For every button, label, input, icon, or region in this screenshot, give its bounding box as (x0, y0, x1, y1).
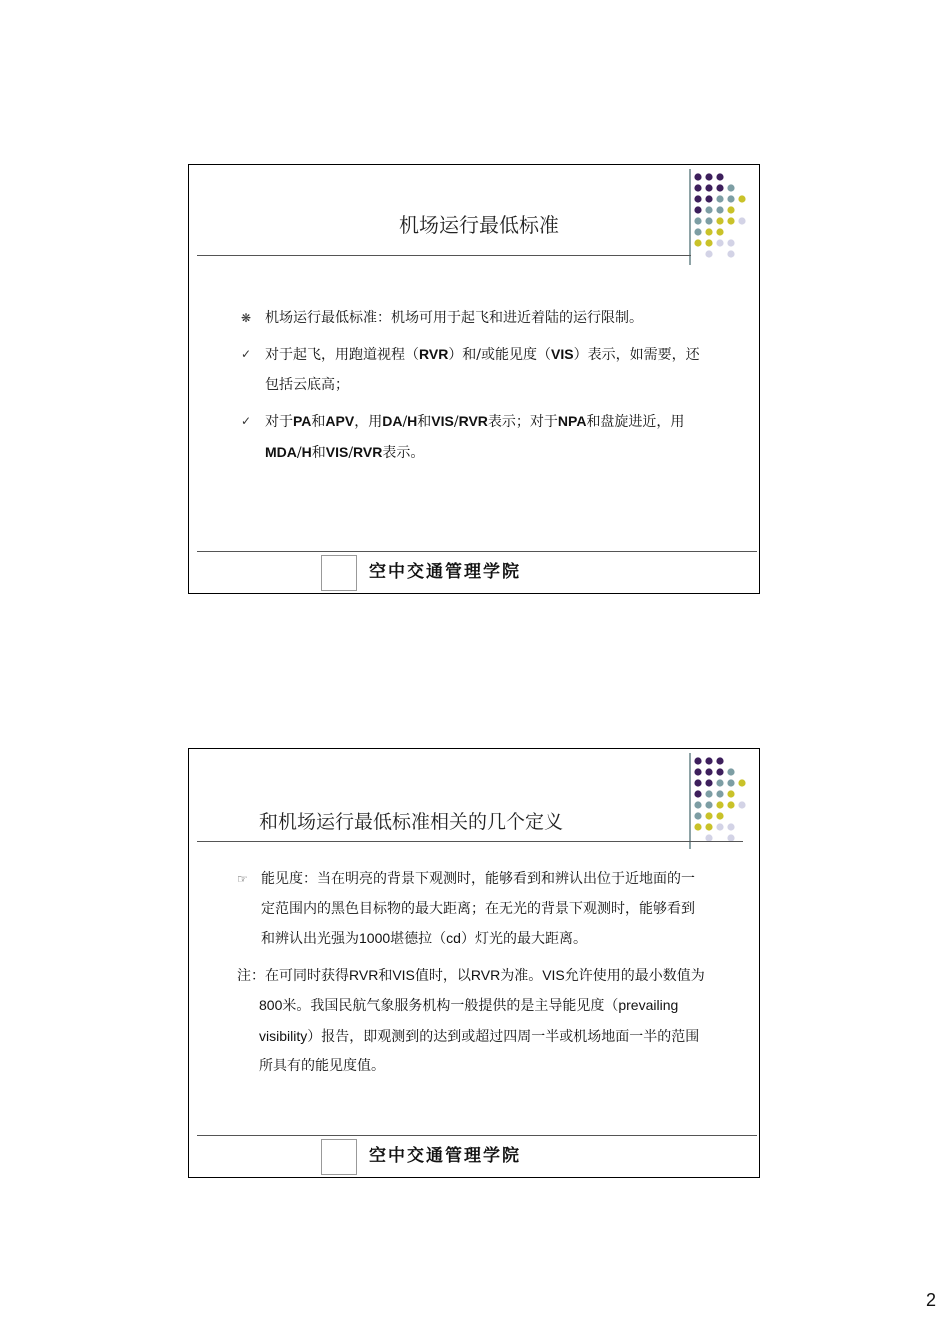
text-run: VIS (542, 966, 565, 983)
text-run: ）和/或能见度（ (448, 347, 552, 363)
decor-dot (705, 184, 712, 191)
slide-1 (188, 164, 760, 594)
text-run: ）表示，如需要，还包括云底高； (265, 347, 700, 393)
decor-dot (705, 823, 712, 830)
decor-dot (705, 195, 712, 202)
decor-dot (705, 757, 712, 764)
text-run: ）灯光的最大距离。 (460, 931, 587, 947)
bullet-text (265, 310, 643, 326)
text-run: 800 (259, 997, 283, 1013)
decor-dot (694, 757, 701, 764)
text-run: 对于 (265, 414, 293, 430)
text-run: 和盘旋进近，用 (586, 414, 685, 430)
decor-dot (694, 184, 701, 191)
text-run: 允许使用的最小数值为 (564, 967, 705, 984)
decor-dot (694, 768, 701, 775)
footer-divider (197, 551, 757, 552)
bullet-text (265, 414, 684, 461)
slide-body (237, 865, 707, 1082)
decor-dot (727, 801, 734, 808)
decor-dot (738, 779, 745, 786)
text-run: VIS (392, 966, 415, 983)
decor-dot (694, 239, 701, 246)
text-run: RVR (419, 346, 449, 362)
text-run: RVR (458, 413, 488, 429)
decor-dot (694, 790, 701, 797)
decor-dot (694, 823, 701, 830)
check-bullet-icon: ✓ (241, 414, 252, 428)
pointing-hand-bullet-icon: ☞ (237, 872, 248, 886)
text-run: 和 (378, 967, 393, 984)
page-number: 2 (926, 1290, 937, 1310)
decor-dot (716, 184, 723, 191)
decor-dot (727, 250, 734, 257)
asterisk-bullet-icon: ❋ (241, 311, 252, 325)
title-divider (197, 255, 691, 256)
text-run: 机场运行最低标准：机场可用于起飞和进近着陆的运行限制。 (265, 310, 643, 326)
decor-dot (716, 768, 723, 775)
bullet-item (241, 406, 701, 468)
text-run: DA (382, 413, 403, 429)
text-run: 和 (311, 414, 326, 430)
decor-dot (694, 195, 701, 202)
slide-body (241, 303, 701, 468)
logo-placeholder (321, 1139, 357, 1175)
decor-dot (694, 173, 701, 180)
decor-dot (727, 184, 734, 191)
text-run: H (301, 444, 312, 460)
footer-institution: 空中交通管理学院 (369, 1146, 521, 1166)
text-run: 表示。 (382, 445, 425, 461)
text-run: ）报告，即观测到的达到或超过四周一半或机场地面一半的范围所具有的能见度值。 (259, 1028, 700, 1074)
decor-dot (705, 768, 712, 775)
decor-dot (727, 779, 734, 786)
text-run: 表示；对于 (487, 414, 558, 430)
text-run: / (453, 414, 459, 430)
decor-dot-grid (691, 755, 761, 850)
bullet-text (265, 347, 700, 393)
text-run: cd (446, 930, 461, 946)
text-run: ，用 (354, 414, 383, 430)
text-run: 注：在可同时获得 (237, 967, 349, 984)
definition-text (261, 871, 695, 947)
text-run: prevailing visibility (259, 997, 679, 1044)
decor-dot (705, 173, 712, 180)
text-run: 值时，以 (414, 967, 471, 984)
text-run: RVR (349, 966, 379, 983)
decor-dot (694, 812, 701, 819)
decor-dot (705, 239, 712, 246)
text-run: RVR (353, 444, 383, 460)
slide-2 (188, 748, 760, 1178)
title-divider (197, 841, 743, 842)
text-run: NPA (557, 413, 587, 429)
text-run: 对于起飞，用跑道视程（ (265, 347, 419, 363)
decor-dot (727, 239, 734, 246)
decor-dot (705, 812, 712, 819)
text-run: / (296, 445, 302, 461)
decor-dot (727, 790, 734, 797)
bullet-item (241, 339, 701, 400)
note-paragraph (237, 961, 707, 1082)
decor-dot (738, 801, 745, 808)
text-run: 堪德拉（ (390, 931, 447, 947)
decor-dot (716, 195, 723, 202)
decor-dot (705, 250, 712, 257)
decor-dot (738, 195, 745, 202)
text-run: 能见度：当在明亮的背景下观测时，能够看到和辨认出位于近地面的一定范围内的黑色目标物的最大距离；在无光的背景下观测时，能够看到和辨认出光强为 (261, 871, 695, 947)
text-run: H (407, 413, 418, 429)
text-run: 1000 (359, 930, 391, 946)
text-run: APV (325, 413, 355, 429)
slide-title: 和机场运行最低标准相关的几个定义 (259, 811, 564, 833)
text-run: RVR (470, 966, 501, 983)
decor-dot (727, 768, 734, 775)
decor-dot (716, 239, 723, 246)
text-run: PA (293, 413, 312, 429)
text-run: VIS (325, 444, 349, 460)
text-run: 和 (311, 445, 326, 461)
decor-dot (727, 195, 734, 202)
decor-dot (727, 823, 734, 830)
decor-dot (705, 801, 712, 808)
decor-dot (705, 790, 712, 797)
text-run: / (348, 445, 354, 461)
logo-placeholder (321, 555, 357, 591)
footer-divider (197, 1135, 757, 1136)
decor-dot (694, 779, 701, 786)
text-run: VIS (551, 346, 574, 362)
text-run: / (402, 414, 408, 430)
decor-dot (716, 823, 723, 830)
footer-institution: 空中交通管理学院 (369, 562, 521, 582)
text-run: 米。我国民航气象服务机构一般提供的是主导能见度（ (282, 998, 619, 1014)
text-run: 和 (417, 414, 432, 430)
decor-dot (716, 757, 723, 764)
text-run: MDA (265, 444, 297, 460)
decor-dot (716, 779, 723, 786)
decor-dot (716, 790, 723, 797)
text-run: VIS (431, 413, 454, 429)
text-run: 为准。 (500, 967, 543, 984)
bullet-item (241, 303, 701, 333)
decor-dot (716, 173, 723, 180)
decor-dot (716, 801, 723, 808)
decor-dot (716, 812, 723, 819)
decor-dot (705, 779, 712, 786)
decor-dot (694, 801, 701, 808)
check-bullet-icon: ✓ (241, 347, 252, 361)
definition-item (237, 865, 707, 955)
slide-title: 机场运行最低标准 (399, 213, 559, 237)
